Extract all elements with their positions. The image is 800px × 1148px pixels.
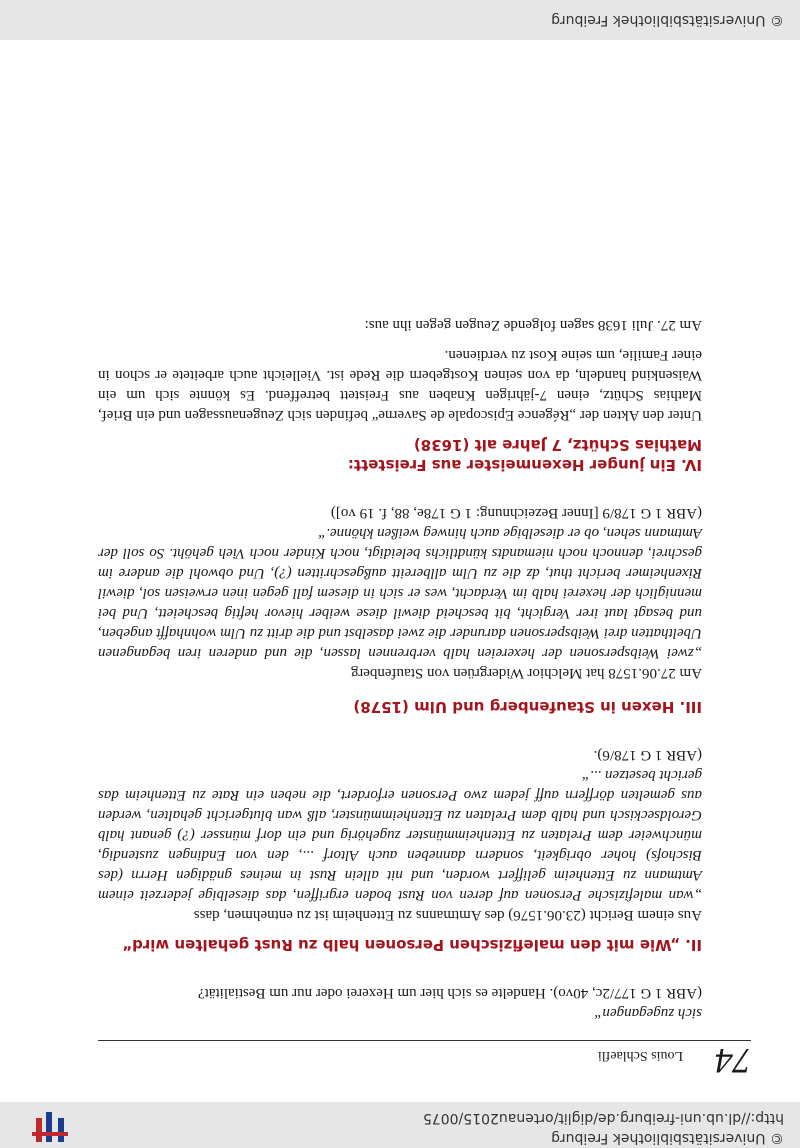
page-body xyxy=(98,315,702,1023)
section-heading: III. Hexen in Staufenberg und Ulm (1578) xyxy=(353,698,702,716)
quote-text: „wan malefizische Personen auf deren von Rust boden ergriffen, das dieselbige jederzeit einem Amtmann zu Ettenheim geliffert worden, und nit allein Rust in meines gnädigen Herrn (des Bischofs) hoher obrigkeit, sondern danneben auch Altorf ..., den von Endingen zustendig, münchweier dem Prelaten zu Ettenheimmünster zugehörig und ein dorf münsser (?) genant halb Geroldseckisch und halb dem Prelaten zu Ettenheimmünster, alß wan blutgericht gehalten, werden aus gemelten dörffern auff jedem zwo Personen erfordert, die neben ein Rate zu Ettenheim das gericht besetzen ...“ xyxy=(98,767,702,903)
page-number: 74 xyxy=(715,1041,751,1081)
citation-text: (ABR 1 G 178/6). xyxy=(593,747,702,763)
running-header xyxy=(98,1040,751,1081)
body-text: Aus einem Bericht (23.06.1576) des Amtmanns zu Ettenheim ist zu entnehmen, dass xyxy=(193,907,702,923)
section-subheading: Mathias Schütz, 7 Jahre alt (1638) xyxy=(413,436,702,454)
university-logo-icon xyxy=(30,1110,70,1144)
section-heading: II. „Wie mit den malefizischen Personen halb zu Rust gehalten wird“ xyxy=(122,936,702,954)
library-url-link[interactable]: http://dl.ub.uni-freiburg.de/diglit/ortenau2015/0075 xyxy=(422,1110,784,1126)
body-text: Am 27. Juli 1638 sagen folgende Zeugen gegen ihn aus: xyxy=(364,317,702,333)
body-text: Am 27.06.1578 hat Melchior Widergrüen von Staufenberg xyxy=(351,665,702,681)
library-footer-bar xyxy=(0,1102,800,1148)
running-author: Louis Schlaefli xyxy=(597,1048,683,1063)
body-text: (ABR 1 G 177/2c, 40vo). Handelte es sich hier um Hexerei oder nur um Bestialität? xyxy=(197,985,702,1001)
section-heading: IV. Ein junger Hexenmeister aus Freistett: xyxy=(347,456,702,474)
citation-text: (ABR 1 G 178/9 [Inner Bezeichnung: 1 G 178e, 88, f. 19 vo]) xyxy=(330,505,702,521)
body-text: Unter den Akten der „Régence Episcopale de Saverne“ befinden sich Zeugenaussagen und ein Brief, Mathias Schütz, einen 7-jährigen Knaben aus Freistett betreffend. Es könnte sich um ein Waisenkind handeln, da von seinen Kostgebern die Rede ist. Vielleicht auch arbeitete er schon in einer Familie, um seine Kost zu verdienen. xyxy=(98,347,702,423)
library-header-bar xyxy=(0,0,800,40)
library-copyright: © Universitätsbibliothek Freiburg xyxy=(551,1130,784,1146)
library-copyright-top: © Universitätsbibliothek Freiburg xyxy=(551,12,784,28)
quote-text: „zwei Weibspersonen der hexereien halb verbrennen lassen, die und anderen iren begangenen Ubelthatten drei Weibspersonen darunder die zwei daselbst und die dritt zu Ulm wohnhafft angeben, und besagt laut irer Vergicht, bit bescheid diewil diese weiber hievor heftig bescheiett, Und bei menniglich der hexerei halb im Verdacht, wes er sich in diesem fall gegen inen erweisen sol, diewil Rixenheimer bericht thut, dz die zu Ulm allbereitt außgeschritten (?), Und obwohl die andere im geschrei, dennoch noch niemandts kündtlichs beleidigt, noch Kinder noch Vieh gehöht. So soll der Amtmann sehen, ob er dieselbige auch hinweg weißen khönne.“ xyxy=(98,525,702,661)
body-text: sich zugegangen“ xyxy=(594,1005,702,1021)
